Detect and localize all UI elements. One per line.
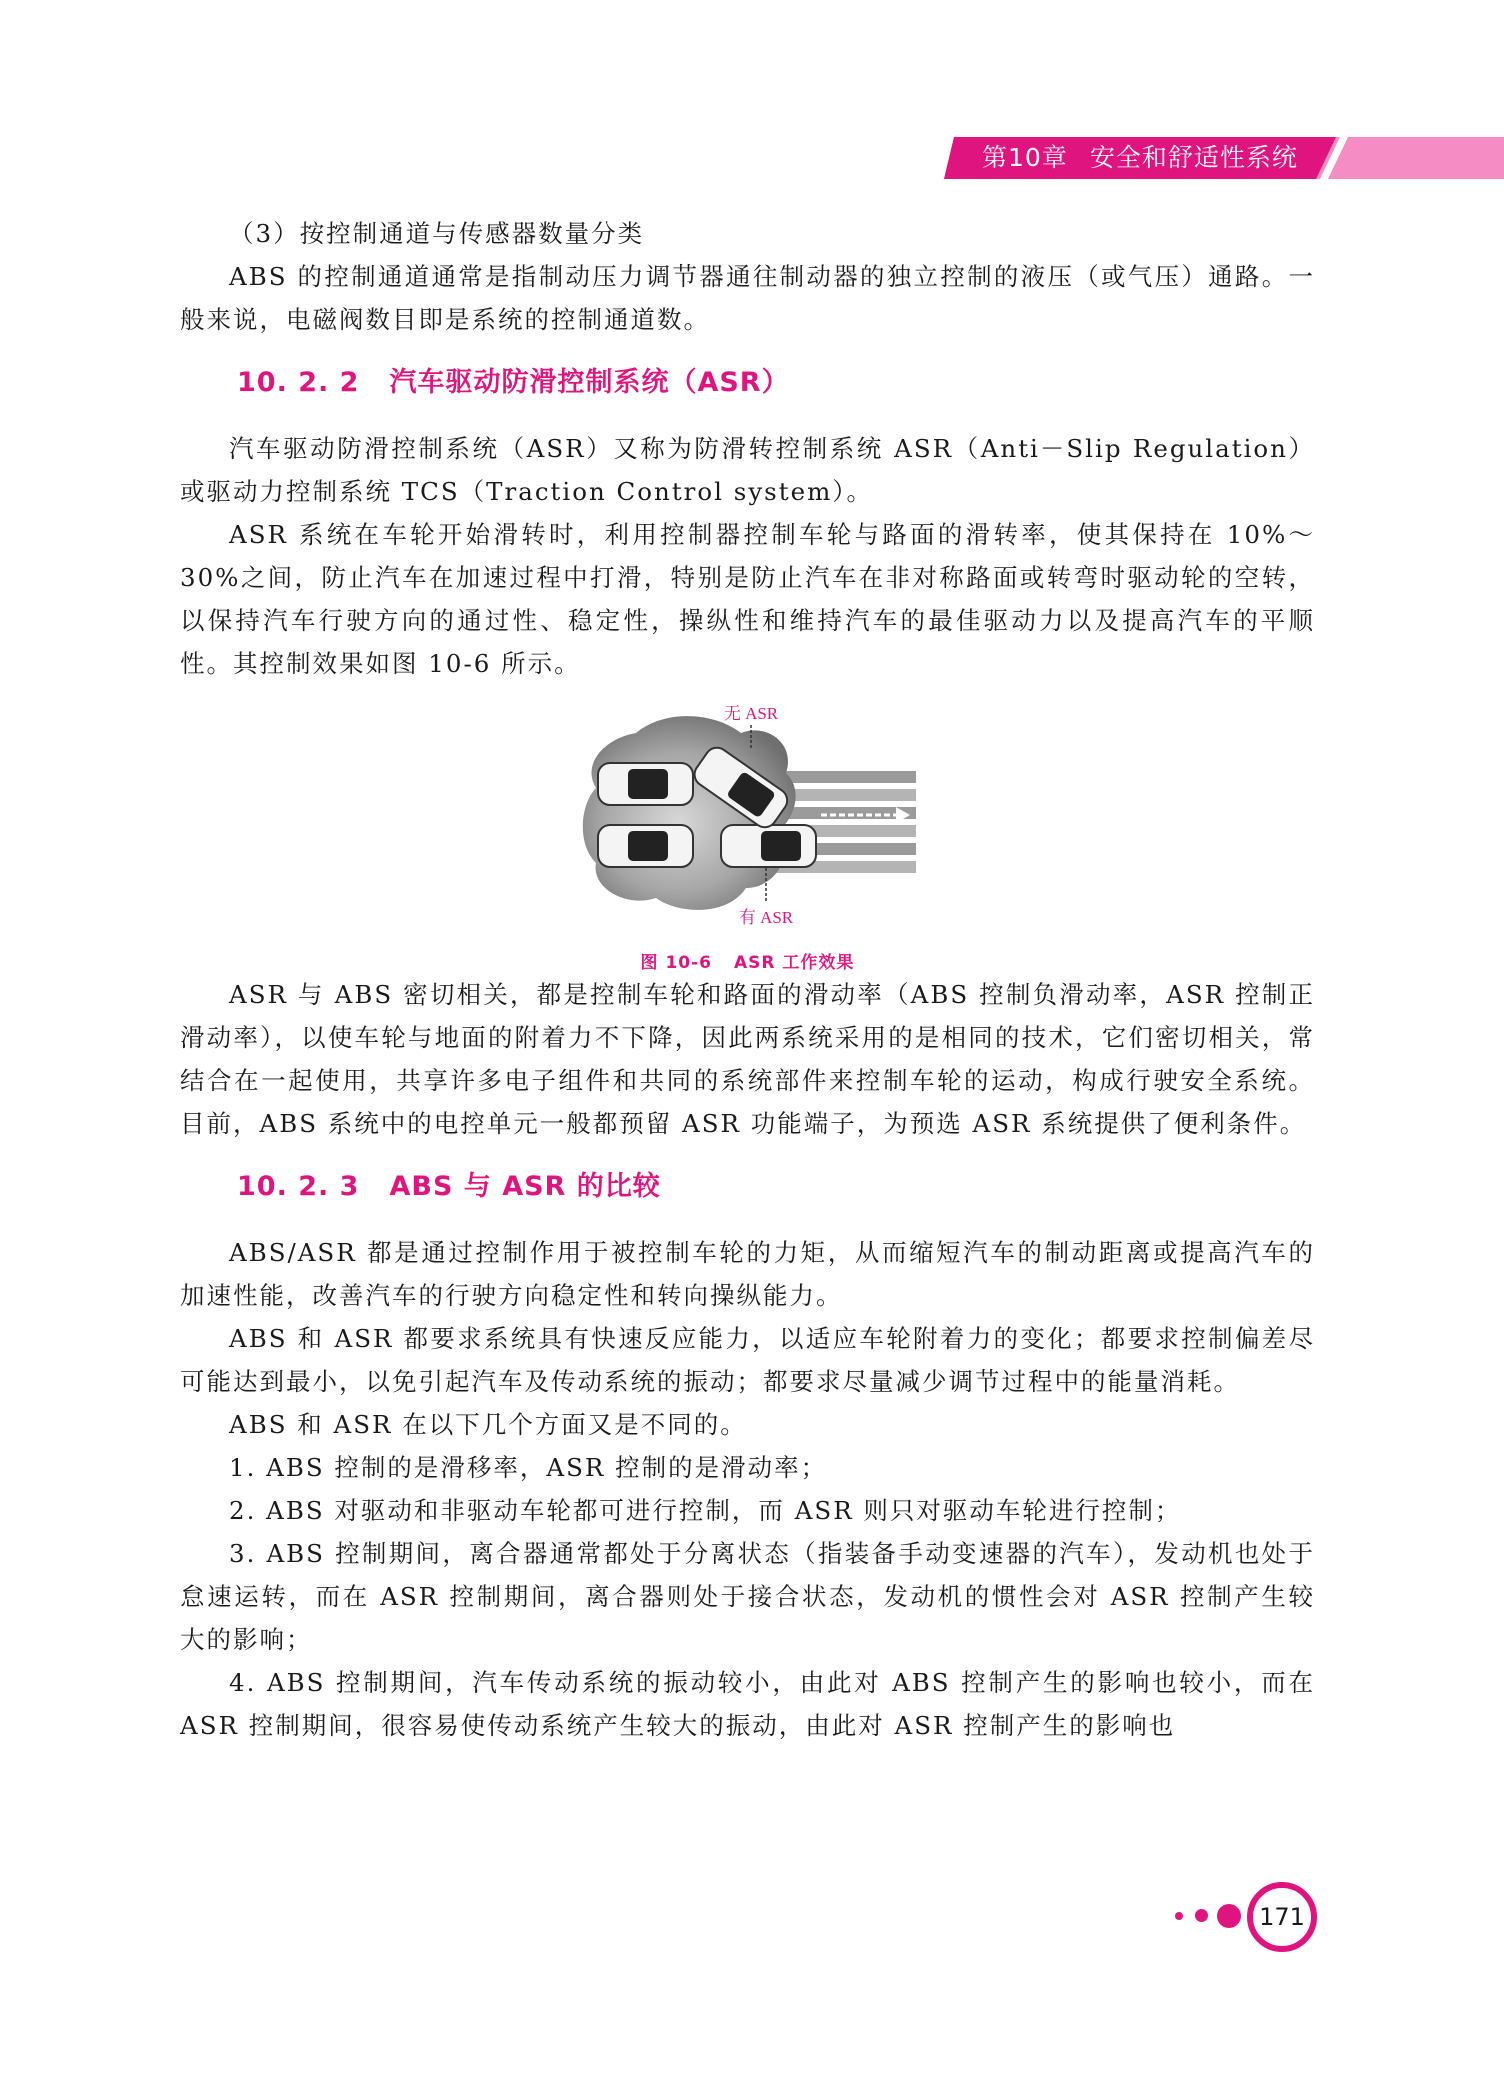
page-number-area bbox=[1165, 1882, 1325, 1952]
figure-10-6 bbox=[180, 703, 1315, 973]
figure-caption bbox=[180, 948, 1315, 973]
paragraph: ASR 系统在车轮开始滑转时，利用控制器控制车轮与路面的滑转率，使其保持在 10%～30%之间，防止汽车在加速过程中打滑，特别是防止汽车在非对称路面或转弯时驱动轮的空转，以保持汽车行驶方向的通过性、稳定性，操纵性和维持汽车的最佳驱动力以及提高汽车的平顺性。其控制效果如图 10-6 所示。 bbox=[180, 520, 1315, 678]
asr-illustration-svg bbox=[576, 703, 916, 928]
label-without-asr: 无 ASR bbox=[723, 704, 779, 723]
page-content bbox=[180, 212, 1315, 1747]
list-item: 3. ABS 控制期间，离合器通常都处于分离状态（指装备手动变速器的汽车），发动机也处于怠速运转，而在 ASR 控制期间，离合器则处于接合状态，发动机的惯性会对 ASR 控制产生较大的影响； bbox=[180, 1539, 1315, 1654]
decor-dot-icon bbox=[1175, 1912, 1183, 1920]
list-item: 4. ABS 控制期间，汽车传动系统的振动较小，由此对 ABS 控制产生的影响也较小，而在 ASR 控制期间，很容易使传动系统产生较大的振动，由此对 ASR 控制产生的影响也 bbox=[180, 1668, 1315, 1740]
decor-dot-icon bbox=[1217, 1904, 1241, 1928]
section-title: ABS 与 ASR 的比较 bbox=[389, 1171, 661, 1202]
car-icon bbox=[721, 825, 816, 867]
section-title: 汽车驱动防滑控制系统（ASR） bbox=[389, 367, 790, 398]
list-item: 1. ABS 控制的是滑移率，ASR 控制的是滑动率； bbox=[229, 1453, 828, 1482]
paragraph: 汽车驱动防滑控制系统（ASR）又称为防滑转控制系统 ASR（Anti－Slip Regulation）或驱动力控制系统 TCS（Traction Control system）。 bbox=[180, 434, 1315, 506]
section-number: 10. 2. 2 bbox=[237, 367, 360, 398]
car-icon bbox=[598, 763, 693, 805]
chapter-number: 第10章 bbox=[982, 143, 1068, 172]
chapter-name: 安全和舒适性系统 bbox=[1089, 143, 1298, 172]
paragraph: ABS 和 ASR 都要求系统具有快速反应能力，以适应车轮附着力的变化；都要求控制偏差尽可能达到最小，以免引起汽车及传动系统的振动；都要求尽量减少调节过程中的能量消耗。 bbox=[180, 1324, 1315, 1396]
page-number: 171 bbox=[1247, 1882, 1317, 1952]
section-heading-10-2-2 bbox=[180, 359, 1315, 407]
section-number: 10. 2. 3 bbox=[237, 1171, 360, 1202]
section-heading-10-2-3 bbox=[180, 1163, 1315, 1211]
paragraph: ABS/ASR 都是通过控制作用于被控制车轮的力矩，从而缩短汽车的制动距离或提高汽车的加速性能，改善汽车的行驶方向稳定性和转向操纵能力。 bbox=[180, 1238, 1315, 1310]
paragraph: ABS 的控制通道通常是指制动压力调节器通往制动器的独立控制的液压（或气压）通路。一般来说，电磁阀数目即是系统的控制通道数。 bbox=[180, 262, 1315, 334]
paragraph: （3）按控制通道与传感器数量分类 bbox=[229, 219, 645, 248]
car-icon bbox=[598, 825, 693, 867]
figure-caption-text: ASR 工作效果 bbox=[734, 953, 855, 973]
figure-caption-number: 图 10-6 bbox=[640, 953, 713, 973]
chapter-header bbox=[944, 137, 1504, 179]
chapter-title bbox=[982, 141, 1298, 175]
paragraph: ASR 与 ABS 密切相关，都是控制车轮和路面的滑动率（ABS 控制负滑动率，ASR 控制正滑动率），以使车轮与地面的附着力不下降，因此两系统采用的是相同的技术，它们密切相关，常结合在一起使用，共享许多电子组件和共同的系统部件来控制车轮的运动，构成行驶安全系统。目前，ABS 系统中的电控单元一般都预留 ASR 功能端子，为预选 ASR 系统提供了便利条件。 bbox=[180, 980, 1315, 1138]
asr-effect-illustration bbox=[576, 703, 916, 928]
decor-dot-icon bbox=[1195, 1909, 1208, 1922]
list-item: 2. ABS 对驱动和非驱动车轮都可进行控制，而 ASR 则只对驱动车轮进行控制； bbox=[229, 1496, 1182, 1525]
paragraph: ABS 和 ASR 在以下几个方面又是不同的。 bbox=[229, 1410, 747, 1439]
label-with-asr: 有 ASR bbox=[738, 908, 794, 927]
